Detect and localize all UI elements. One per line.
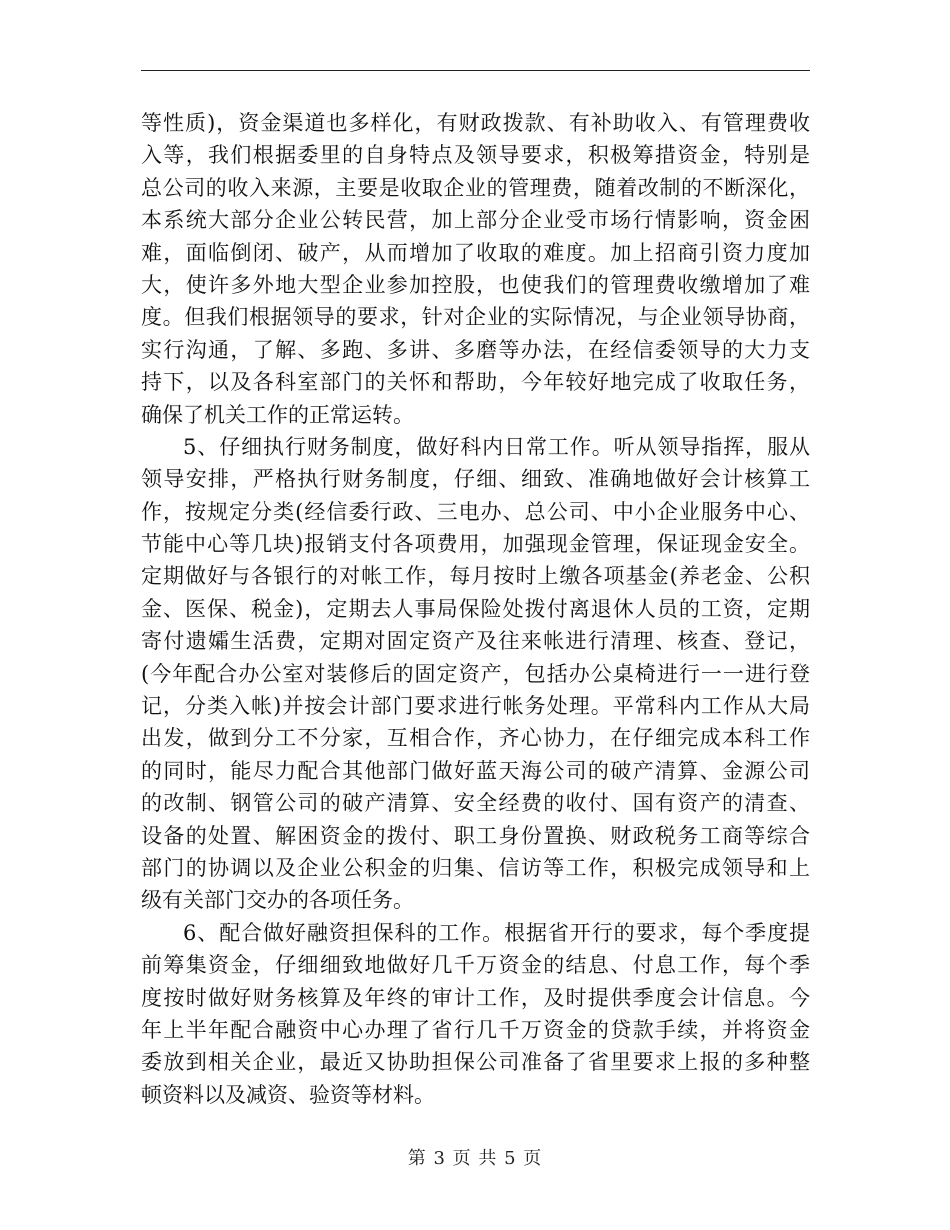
text-line: 确保了机关工作的正常运转。 — [141, 402, 414, 427]
text-line: 部门的协调以及企业公积金的归集、信访等工作，积极完成领导和上 — [141, 855, 810, 880]
text-line: 领导安排，严格执行财务制度，仔细、细致、准确地做好会计核算工 — [141, 467, 810, 492]
header-rule — [141, 70, 810, 71]
text-line: 作，按规定分类(经信委行政、三电办、总公司、中小企业服务中心、 — [141, 499, 810, 524]
text-line: 金、医保、税金)，定期去人事局保险处拨付离退休人员的工资，定期 — [141, 596, 810, 621]
text-line: 的改制、钢管公司的破产清算、安全经费的收付、国有资产的清查、 — [141, 791, 810, 816]
text-line: 大，使许多外地大型企业参加控股，也使我们的管理费收缴增加了难 — [141, 272, 810, 297]
text-line: 委放到相关企业，最近又协助担保公司准备了省里要求上报的多种整 — [141, 1050, 810, 1075]
document-body — [141, 107, 810, 1111]
text-line: 的同时，能尽力配合其他部门做好蓝天海公司的破产清算、金源公司 — [141, 758, 810, 783]
text-line: 等性质)，资金渠道也多样化，有财政拨款、有补助收入、有管理费收 — [141, 111, 810, 135]
text-line: 本系统大部分企业公转民营，加上部分企业受市场行情影响，资金困 — [141, 208, 810, 233]
text-line: 实行沟通，了解、多跑、多讲、多磨等办法，在经信委领导的大力支 — [141, 337, 810, 362]
page-number: 第 3 页 共 5 页 — [407, 1148, 543, 1169]
text-line: 年上半年配合融资中心办理了省行几千万资金的贷款手续，并将资金 — [141, 1017, 810, 1042]
text-line: 前筹集资金，仔细细致地做好几千万资金的结息、付息工作，每个季 — [141, 953, 810, 978]
text-line: 定期做好与各银行的对帐工作，每月按时上缴各项基金(养老金、公积 — [141, 564, 810, 589]
paragraph-start-line: 5、仔细执行财务制度，做好科内日常工作。听从领导指挥，服从 — [183, 434, 810, 459]
text-line: 记，分类入帐)并按会计部门要求进行帐务处理。平常科内工作从大局 — [141, 694, 810, 719]
text-line: 总公司的收入来源，主要是收取企业的管理费，随着改制的不断深化， — [141, 175, 810, 200]
text-line: 级有关部门交办的各项任务。 — [141, 888, 414, 913]
text-line: 顿资料以及减资、验资等材料。 — [141, 1082, 435, 1107]
text-line: 设备的处置、解困资金的拨付、职工身份置换、财政税务工商等综合 — [141, 823, 810, 848]
text-line: (今年配合办公室对装修后的固定资产，包括办公桌椅进行一一进行登 — [141, 661, 810, 686]
text-line: 入等，我们根据委里的自身特点及领导要求，积极筹措资金，特别是 — [141, 143, 810, 168]
text-line: 度按时做好财务核算及年终的审计工作，及时提供季度会计信息。今 — [141, 985, 810, 1010]
text-line: 难，面临倒闭、破产，从而增加了收取的难度。加上招商引资力度加 — [141, 240, 810, 265]
paragraph-start-line: 6、配合做好融资担保科的工作。根据省开行的要求，每个季度提 — [183, 920, 810, 945]
text-line: 持下，以及各科室部门的关怀和帮助，今年较好地完成了收取任务， — [141, 370, 810, 395]
text-line: 度。但我们根据领导的要求，针对企业的实际情况，与企业领导协商， — [141, 305, 810, 330]
text-line: 寄付遗孀生活费，定期对固定资产及往来帐进行清理、核查、登记， — [141, 629, 810, 654]
text-line: 节能中心等几块)报销支付各项费用，加强现金管理，保证现金安全。 — [141, 532, 810, 557]
text-line: 出发，做到分工不分家，互相合作，齐心协力，在仔细完成本科工作 — [141, 726, 810, 751]
